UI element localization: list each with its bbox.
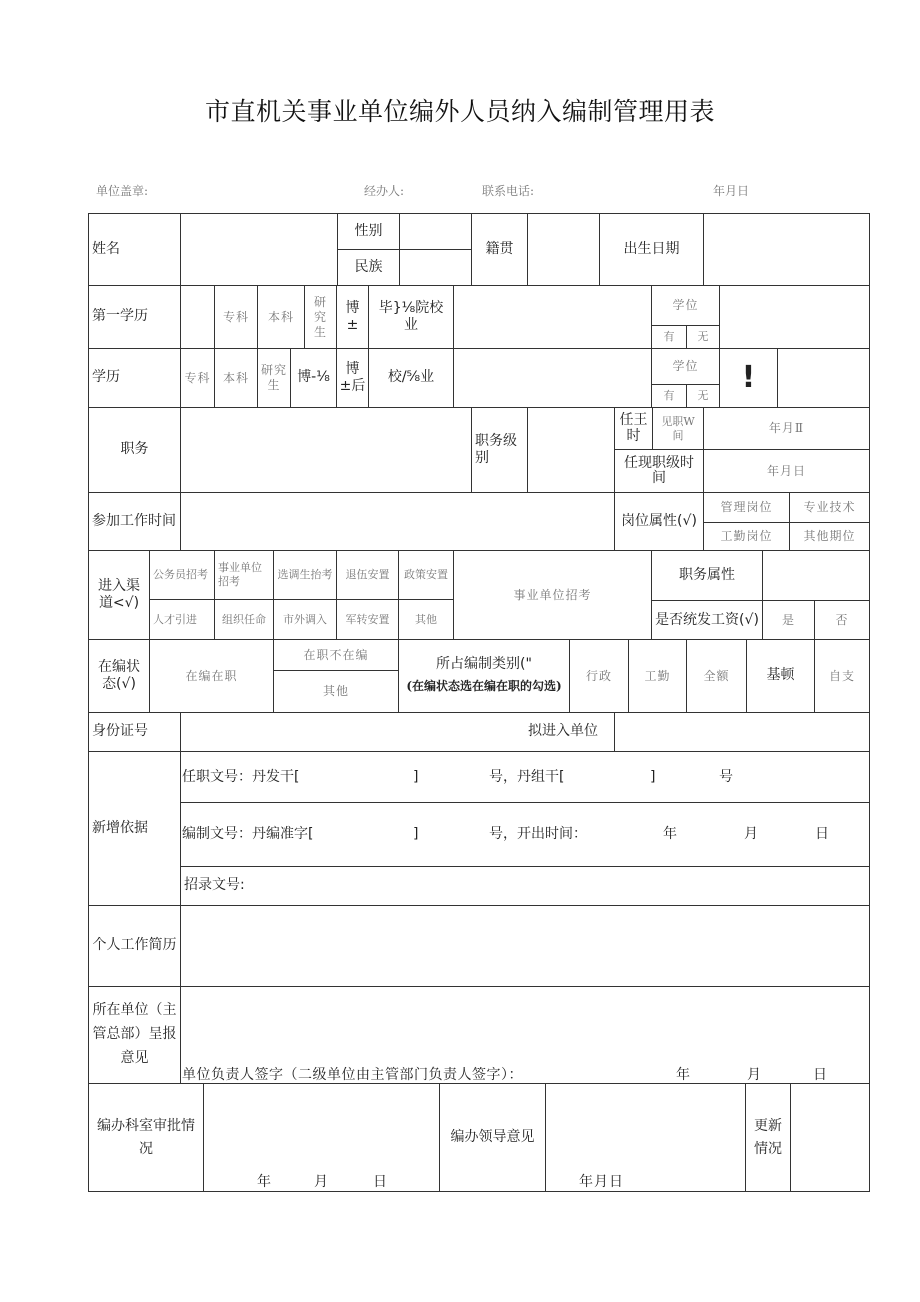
edu-school-field[interactable] bbox=[453, 348, 652, 408]
channel-label: 进入渠道<√) bbox=[88, 550, 150, 640]
position-level-field[interactable] bbox=[527, 407, 615, 493]
current-level-date-field[interactable]: 年月日 bbox=[703, 449, 870, 493]
approval-field[interactable] bbox=[203, 1083, 440, 1192]
basis-line-2[interactable] bbox=[180, 802, 870, 867]
category-opt-1[interactable]: 行政 bbox=[569, 639, 629, 713]
category-label: 所占编制类别(" bbox=[436, 655, 532, 672]
ethnicity-label: 民族 bbox=[337, 249, 400, 286]
approval-year: 年 bbox=[257, 1174, 272, 1190]
unit-sign-year: 年 bbox=[676, 1067, 691, 1083]
leader-opinion-field[interactable] bbox=[545, 1083, 746, 1192]
channel-opt-6[interactable]: 事业单位招考 bbox=[453, 550, 652, 640]
edu-degree-field[interactable] bbox=[777, 348, 870, 408]
duty-attr-field[interactable] bbox=[762, 550, 870, 601]
edu-opt-5[interactable]: 博±后 bbox=[336, 348, 369, 408]
post-attr-opt-1[interactable]: 管理岗位 bbox=[703, 492, 790, 523]
unified-pay-label: 是否统发工资(√) bbox=[651, 600, 763, 640]
first-edu-degree-field[interactable] bbox=[719, 285, 870, 349]
first-edu-opt-3[interactable]: 研究生 bbox=[304, 285, 337, 349]
basis-l2-b: ] bbox=[413, 826, 419, 842]
post-attr-opt-2[interactable]: 专业技术 bbox=[789, 492, 870, 523]
work-start-field[interactable] bbox=[180, 492, 615, 551]
basis-l1-a: 任职文号：丹发干[ bbox=[182, 769, 300, 785]
id-field[interactable] bbox=[180, 712, 615, 752]
gender-field[interactable] bbox=[399, 213, 472, 250]
first-edu-school-field[interactable] bbox=[453, 285, 652, 349]
channel-opt-2[interactable]: 事业单位招考 bbox=[214, 550, 274, 600]
basis-l2-year: 年 bbox=[663, 826, 677, 842]
ethnicity-field[interactable] bbox=[399, 249, 472, 286]
first-edu-opt-1[interactable]: 专科 bbox=[214, 285, 258, 349]
unit-sign-month: 月 bbox=[747, 1067, 762, 1083]
duty-attr-label: 职务属性 bbox=[651, 550, 763, 601]
resume-label: 个人工作简历 bbox=[88, 905, 181, 987]
edu-opt-4[interactable]: 博-⅛ bbox=[290, 348, 337, 408]
target-unit-label: 拟进入单位 bbox=[528, 723, 598, 740]
id-label: 身份证号 bbox=[88, 712, 181, 752]
birth-field[interactable] bbox=[703, 213, 870, 286]
edu-school-label: 校/⅝业 bbox=[368, 348, 454, 408]
unit-opinion-label: 所在单位（主管总部）呈报意见 bbox=[88, 986, 181, 1084]
channel-opt-8[interactable]: 组织任命 bbox=[214, 599, 274, 640]
channel-opt-10[interactable]: 军转安置 bbox=[336, 599, 399, 640]
gender-label: 性别 bbox=[337, 213, 400, 250]
update-field[interactable] bbox=[790, 1083, 870, 1192]
work-start-label: 参加工作时间 bbox=[88, 492, 181, 551]
post-attr-opt-3[interactable]: 工勤岗位 bbox=[703, 522, 790, 551]
edu-opt-3[interactable]: 研究生 bbox=[257, 348, 291, 408]
appoint-time-note: 见职W间 bbox=[652, 407, 704, 450]
channel-opt-11[interactable]: 其他 bbox=[398, 599, 454, 640]
first-edu-label: 第一学历 bbox=[88, 285, 181, 349]
category-opt-3[interactable]: 全额 bbox=[686, 639, 747, 713]
position-level-label: 职务级别 bbox=[471, 407, 528, 493]
birth-label: 出生日期 bbox=[599, 213, 704, 286]
unified-pay-yes[interactable]: 是 bbox=[762, 600, 815, 640]
channel-opt-3[interactable]: 选调生抬考 bbox=[273, 550, 337, 600]
native-field[interactable] bbox=[527, 213, 600, 286]
first-edu-opt-4[interactable]: 博± bbox=[336, 285, 369, 349]
unit-sign-day: 日 bbox=[813, 1067, 828, 1083]
current-level-label: 任现职级时间 bbox=[614, 449, 704, 493]
post-attr-opt-4[interactable]: 其他期位 bbox=[789, 522, 870, 551]
leader-date: 年月日 bbox=[579, 1174, 624, 1190]
name-label: 姓名 bbox=[88, 213, 181, 286]
status-opt-3[interactable]: 其他 bbox=[273, 670, 399, 713]
edu-opt-1[interactable]: 专科 bbox=[180, 348, 215, 408]
channel-opt-7[interactable]: 人才引进 bbox=[149, 599, 215, 640]
channel-opt-5[interactable]: 政策安置 bbox=[398, 550, 454, 600]
first-edu-blank[interactable] bbox=[180, 285, 215, 349]
first-edu-school-label: 毕}⅛院校业 bbox=[368, 285, 454, 349]
post-attr-label: 岗位属性(√) bbox=[614, 492, 704, 551]
channel-opt-4[interactable]: 退伍安置 bbox=[336, 550, 399, 600]
unified-pay-no[interactable]: 否 bbox=[814, 600, 870, 640]
appoint-date-field[interactable]: 年月Ⅱ bbox=[703, 407, 870, 450]
name-field[interactable] bbox=[180, 213, 338, 286]
edu-label: 学历 bbox=[88, 348, 181, 408]
approval-label: 编办科室审批情况 bbox=[88, 1083, 204, 1192]
edu-degree-no[interactable]: 无 bbox=[686, 384, 720, 408]
edu-opt-2[interactable]: 本科 bbox=[214, 348, 258, 408]
position-label: 职务 bbox=[88, 407, 181, 493]
seal-label: 单位盖章: bbox=[96, 184, 149, 198]
target-unit-field[interactable] bbox=[614, 712, 870, 752]
basis-l2-month: 月 bbox=[744, 826, 758, 842]
basis-l1-d: ] bbox=[650, 769, 656, 785]
phone-label: 联系电话: bbox=[482, 184, 535, 198]
category-opt-5[interactable]: 自支 bbox=[814, 639, 870, 713]
page-title: 市直机关事业单位编外人员纳入编制管理用表 bbox=[204, 97, 715, 126]
update-label: 更新情况 bbox=[745, 1083, 791, 1192]
basis-l2-day: 日 bbox=[815, 826, 829, 842]
basis-l1-b: ] bbox=[413, 769, 419, 785]
resume-field[interactable] bbox=[180, 905, 870, 987]
handler-label: 经办人: bbox=[364, 184, 405, 198]
first-edu-degree-yes[interactable]: 有 bbox=[651, 325, 687, 349]
unit-sign-label: 单位负责人签字（二级单位由主管部门负责人签字）： bbox=[182, 1067, 523, 1083]
approval-day: 日 bbox=[373, 1174, 388, 1190]
category-opt-2[interactable]: 工勤 bbox=[628, 639, 687, 713]
edu-degree-yes[interactable]: 有 bbox=[651, 384, 687, 408]
header-date: 年月日 bbox=[713, 184, 750, 198]
category-note: (在编状态选在编在职的勾选) bbox=[406, 679, 562, 694]
first-edu-degree-no[interactable]: 无 bbox=[686, 325, 720, 349]
first-edu-degree-label: 学位 bbox=[651, 285, 720, 326]
channel-opt-1[interactable]: 公务员招考 bbox=[149, 550, 215, 600]
basis-label: 新增依据 bbox=[88, 751, 181, 906]
category-opt-4[interactable]: 基顿 bbox=[746, 639, 815, 713]
edu-degree-label: 学位 bbox=[651, 348, 720, 385]
basis-line-1[interactable] bbox=[180, 751, 870, 803]
status-opt-1[interactable]: 在编在职 bbox=[149, 639, 274, 713]
basis-l1-c: 号，丹组干[ bbox=[489, 769, 565, 785]
native-label: 籍贯 bbox=[471, 213, 528, 286]
channel-opt-9[interactable]: 市外调入 bbox=[273, 599, 337, 640]
first-edu-opt-2[interactable]: 本科 bbox=[257, 285, 305, 349]
category-cell bbox=[398, 639, 570, 713]
basis-l2-a: 编制文号：丹编准字[ bbox=[182, 826, 314, 842]
basis-l2-c: 号，开出时间： bbox=[489, 826, 587, 842]
basis-line-3[interactable]: 招录文号: bbox=[180, 866, 870, 906]
leader-opinion-label: 编办领导意见 bbox=[439, 1083, 546, 1192]
status-opt-2[interactable]: 在职不在编 bbox=[273, 639, 399, 671]
unit-opinion-field[interactable] bbox=[180, 986, 870, 1084]
exclamation-mark: ! bbox=[719, 348, 778, 408]
approval-month: 月 bbox=[314, 1174, 329, 1190]
basis-l1-e: 号 bbox=[719, 769, 733, 785]
status-label: 在编状态(√) bbox=[88, 639, 150, 713]
position-field[interactable] bbox=[180, 407, 472, 493]
appoint-time-label: 任王时 bbox=[614, 407, 653, 450]
